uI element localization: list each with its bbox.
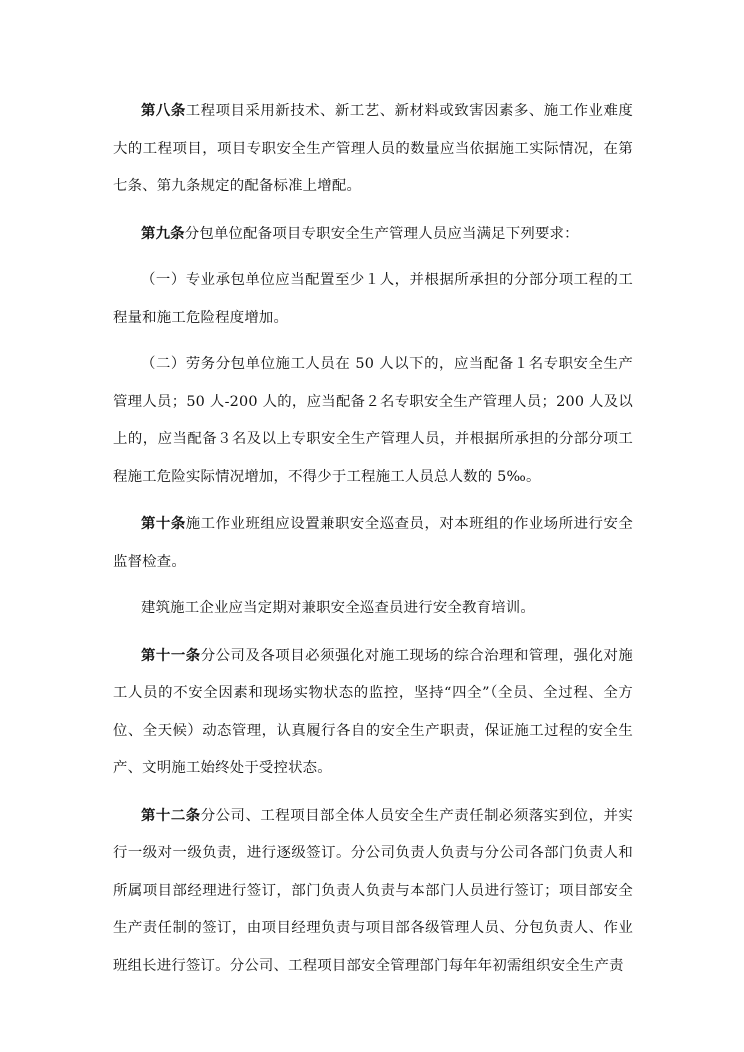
paragraph-text: （一）专业承包单位应当配置至少１人，并根据所承担的分部分项工程的工程量和施工危险程度增加。 — [113, 272, 633, 326]
paragraph-text: 分公司及各项目必须强化对施工现场的综合治理和管理，强化对施工人员的不安全因素和现场实物状态的监控，坚持“四全”（全员、全过程、全方位、全天候）动态管理，认真履行各自的安全生产职责，保证施工过程的安全生产、文明施工始终处于受控状态。 — [113, 647, 633, 776]
paragraph-item-2 — [113, 346, 633, 496]
paragraph-text: 建筑施工企业应当定期对兼职安全巡查员进行安全教育培训。 — [141, 600, 535, 616]
paragraph-item-1 — [113, 262, 633, 337]
article-heading: 第九条 — [141, 224, 185, 242]
paragraph-text: 工程项目采用新技术、新工艺、新材料或致害因素多、施工作业难度大的工程项目，项目专职安全生产管理人员的数量应当依据施工实际情况，在第七条、第九条规定的配备标准上增配。 — [113, 103, 633, 194]
paragraph-text: 分包单位配备项目专职安全生产管理人员应当满足下列要求： — [184, 225, 579, 242]
paragraph-text: 分公司、工程项目部全体人员安全生产责任制必须落实到位，并实行一级对一级负责，进行逐级签订。分公司负责人负责与分公司各部门负责人和所属项目部经理进行签订，部门负责人负责与本部门人员进行签订；项目部安全生产责任制的签订，由项目经理负责与项目部各级管理人员、分包负责人、作业班组长进行签订。分公司、工程项目部安全管理部门每年年初需组织安全生产责 — [113, 807, 633, 974]
paragraph-article-8 — [113, 92, 633, 206]
paragraph-text: 施工作业班组应设置兼职安全巡查员，对本班组的作业场所进行安全监督检查。 — [113, 516, 633, 570]
paragraph-article-10 — [113, 505, 633, 581]
article-heading: 第八条 — [141, 102, 186, 119]
article-heading: 第十二条 — [141, 806, 201, 824]
article-heading: 第十一条 — [141, 646, 201, 664]
article-heading: 第十条 — [141, 515, 186, 532]
paragraph-training — [113, 590, 633, 628]
paragraph-text: （二）劳务分包单位施工人员在 50 人以下的，应当配备１名专职安全生产管理人员；50 人-200 人的，应当配备２名专职安全生产管理人员；200 人及以上的，应当配备３名及以上专职安全生产管理人员，并根据所承担的分部分项工程施工危险实际情况增加，不得少于工程施工人员总人数的 5‰。 — [113, 356, 633, 485]
paragraph-article-11 — [113, 637, 633, 788]
paragraph-article-9 — [113, 215, 633, 254]
document-body — [113, 92, 633, 985]
paragraph-article-12 — [113, 797, 633, 986]
